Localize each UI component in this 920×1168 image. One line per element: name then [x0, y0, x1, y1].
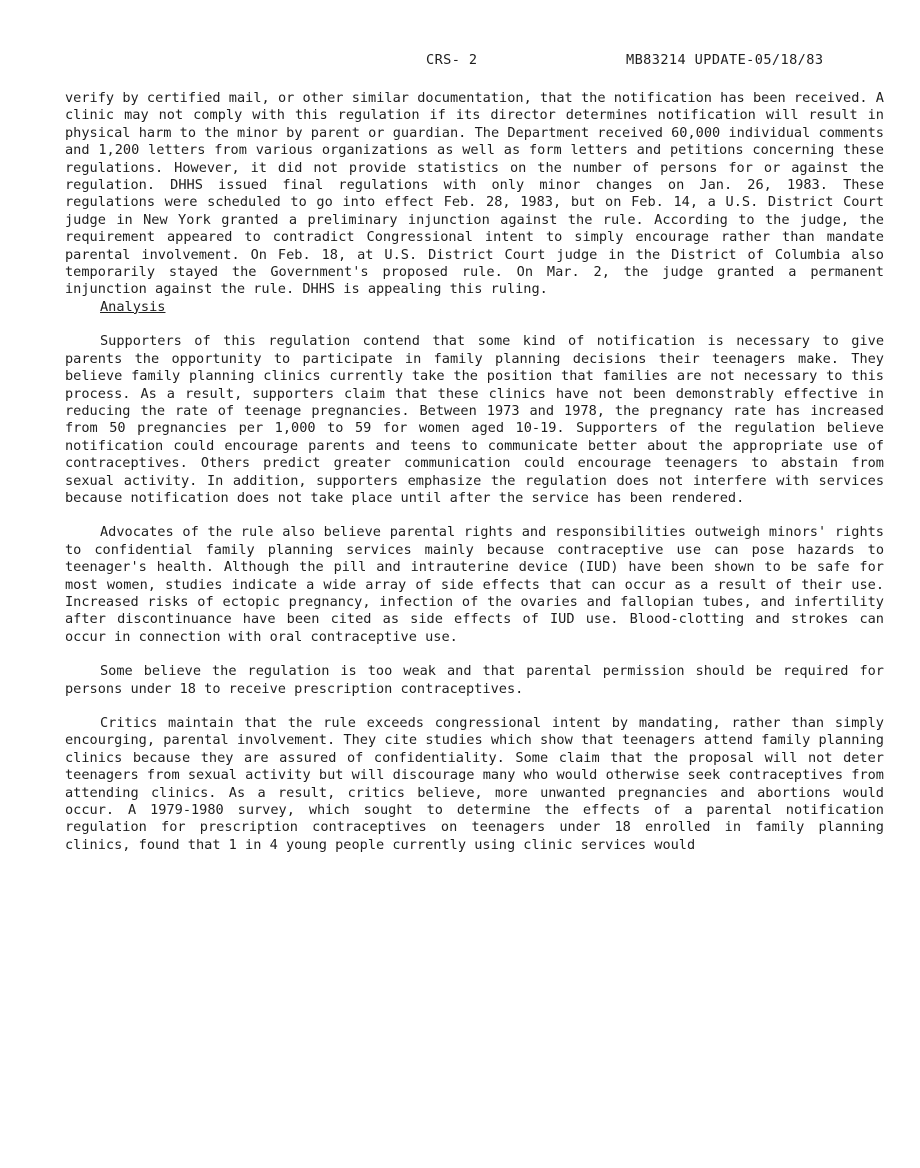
document-body	[65, 90, 884, 854]
intro-paragraph: verify by certified mail, or other similar documentation, that the notification has been received. A clinic may not comply with this regulation if its director determines notification will result in physical harm to the minor by parent or guardian. The Department received 60,000 individual comments and 1,200 letters from various organizations as well as form letters and petitions concerning these regulations. However, it did not provide statistics on the number of persons for or against the regulation. DHHS issued final regulations with only minor changes on Jan. 26, 1983. These regulations were scheduled to go into effect Feb. 28, 1983, but on Feb. 14, a U.S. District Court judge in New York granted a preliminary injunction against the rule. According to the judge, the requirement appeared to contradict Congressional intent to simply encourage rather than mandate parental involvement. On Feb. 18, at U.S. District Court judge in the District of Columbia also temporarily stayed the Government's proposed rule. On Mar. 2, the judge granted a permanent injunction against the rule. DHHS is appealing this ruling.	[65, 90, 884, 298]
analysis-heading: Analysis	[100, 298, 166, 315]
document-id: MB83214 UPDATE-05/18/83	[626, 52, 824, 68]
critics-paragraph: Critics maintain that the rule exceeds congressional intent by mandating, rather than simply encourging, parental involvement. They cite studies which show that teenagers attend family planning clinics because they are assured of confidentiality. Some claim that the proposal will not deter teenagers from sexual activity but will discourage many who would otherwise seek contraceptives from attending clinics. As a result, critics believe, more unwanted pregnancies and abortions would occur. A 1979-1980 survey, which sought to determine the effects of a parental notification regulation for prescription contraceptives on teenagers under 18 enrolled in family planning clinics, found that 1 in 4 young people currently using clinic services would	[65, 715, 884, 853]
supporters-paragraph: Supporters of this regulation contend that some kind of notification is necessary to give parents the opportunity to participate in family planning decisions their teenagers make. They believe family planning clinics currently take the position that families are not necessary to this process. As a result, supporters claim that these clinics have not been demonstrably effective in reducing the rate of teenage pregnancies. Between 1973 and 1978, the pregnancy rate has increased from 50 pregnancies per 1,000 to 59 for women aged 10-19. Supporters of the regulation believe notification could encourage parents and teens to communicate better about the appropriate use of contraceptives. Others predict greater communication could encourage teenagers to abstain from sexual activity. In addition, supporters emphasize the regulation does not interfere with services because notification does not take place until after the service has been rendered.	[65, 333, 884, 506]
page-header	[0, 52, 920, 70]
advocates-paragraph: Advocates of the rule also believe parental rights and responsibilities outweigh minors' rights to confidential family planning services mainly because contraceptive use can pose hazards to teenager's health. Although the pill and intrauterine device (IUD) have been shown to be safe for most women, studies indicate a wide array of side effects that can occur as a result of their use. Increased risks of ectopic pregnancy, infection of the ovaries and fallopian tubes, and infertility after discontinuance have been cited as side effects of IUD use. Blood-clotting and strokes can occur in connection with oral contraceptive use.	[65, 524, 884, 645]
page-label: CRS- 2	[426, 52, 478, 68]
weak-regulation-paragraph: Some believe the regulation is too weak and that parental permission should be required for persons under 18 to receive prescription contraceptives.	[65, 663, 884, 697]
